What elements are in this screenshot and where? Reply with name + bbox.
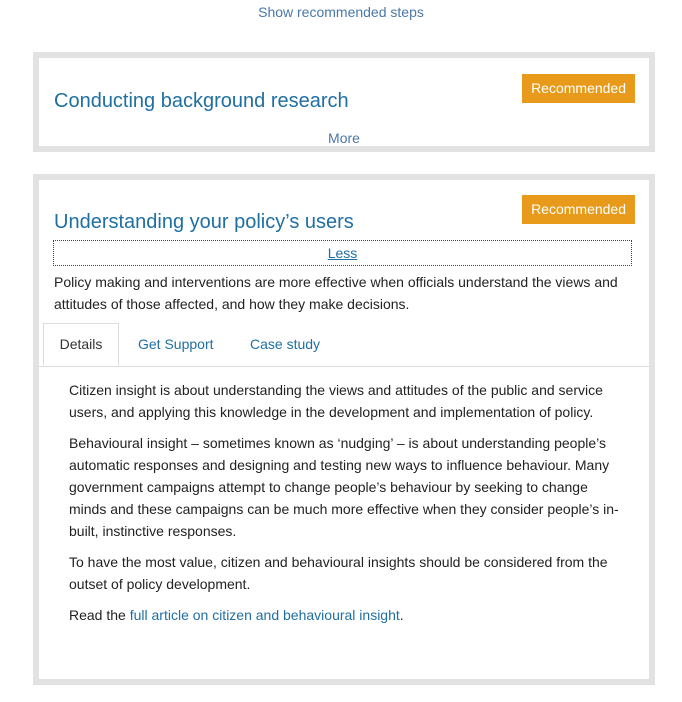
details-paragraph: To have the most value, citizen and behavioural insights should be considered from the outset of policy development. bbox=[69, 554, 608, 592]
show-recommended-steps-link[interactable]: Show recommended steps bbox=[258, 4, 424, 20]
tab-case-study[interactable]: Case study bbox=[250, 336, 321, 352]
read-article-line bbox=[69, 604, 619, 626]
read-prefix: Read the bbox=[69, 607, 130, 623]
details-paragraph: Behavioural insight – sometimes known as ‘nudging’ – is about understanding people’s automatic responses and designing and testing new ways to influence behaviour. Many government campaigns attempt to change people’s behaviour by seeking to change minds and these campaigns can be much more effective when they consider people’s in-built, instinctive responses. bbox=[69, 435, 619, 539]
less-link[interactable]: Less bbox=[327, 245, 358, 261]
step-card-policy-users bbox=[33, 174, 655, 685]
more-link[interactable]: More bbox=[328, 130, 360, 146]
details-paragraph: Citizen insight is about understanding the views and attitudes of the public and service users, and applying this knowledge in the development and implementation of policy. bbox=[69, 382, 603, 420]
step-card-background-research bbox=[33, 52, 655, 152]
card-intro-text: Policy making and interventions are more effective when officials understand the views and attitudes of those affected, and how they make decisions. bbox=[54, 274, 618, 312]
read-suffix: . bbox=[399, 607, 404, 623]
full-article-link[interactable]: full article on citizen and behavioural insight bbox=[129, 607, 400, 623]
recommended-badge: Recommended bbox=[522, 195, 635, 224]
card-title[interactable]: Conducting background research bbox=[54, 90, 349, 112]
tab-get-support[interactable]: Get Support bbox=[138, 336, 214, 352]
tab-bar bbox=[39, 323, 649, 367]
tab-details[interactable]: Details bbox=[43, 323, 119, 366]
card-title[interactable]: Understanding your policy’s users bbox=[54, 211, 354, 233]
details-panel bbox=[69, 379, 619, 635]
recommended-badge: Recommended bbox=[522, 74, 635, 103]
less-toggle[interactable] bbox=[53, 240, 632, 266]
